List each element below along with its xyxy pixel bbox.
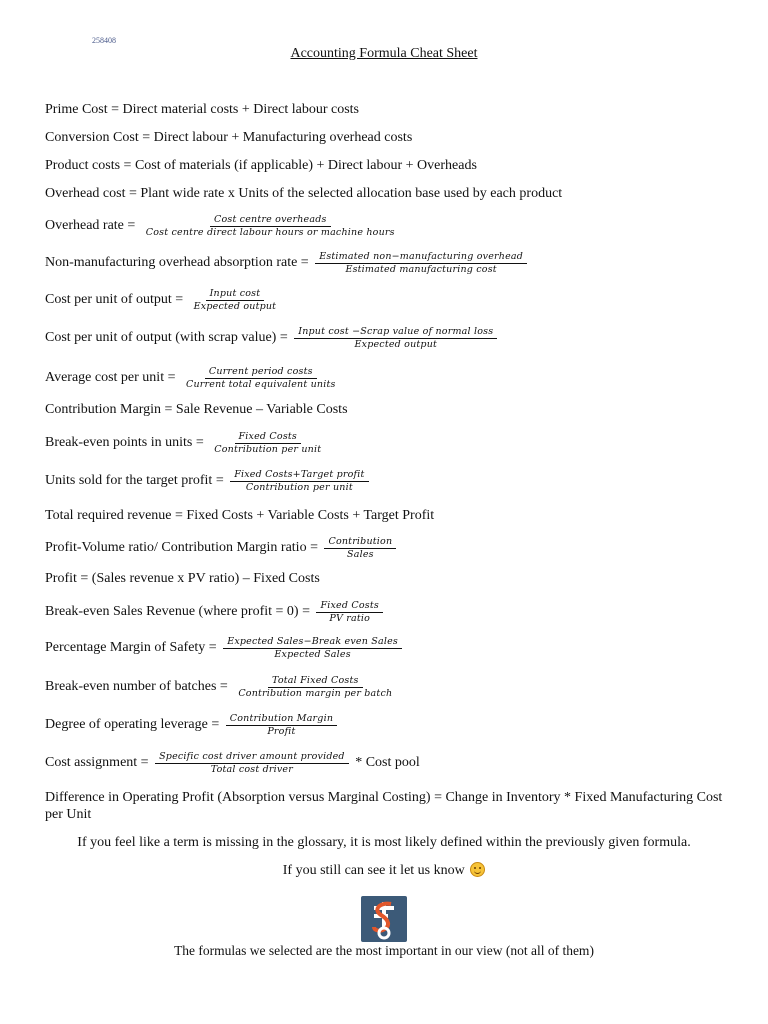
glossary-note: If you feel like a term is missing in the glossary, it is most likely defined within the previously given formula. [77, 835, 691, 850]
formula-line [45, 395, 348, 425]
formula-label: Non-manufacturing overhead absorption rate = [45, 255, 313, 270]
fraction-denominator: PV ratio [329, 612, 371, 624]
formula-label: Cost per unit of output (with scrap value) = [45, 330, 292, 345]
fraction [230, 469, 368, 494]
formula-line [45, 95, 359, 125]
formula-label: Average cost per unit = [45, 370, 179, 385]
formula-line [45, 597, 386, 627]
fraction-denominator: Sales [347, 548, 374, 560]
fraction-numerator: Fixed Costs [316, 600, 382, 613]
fraction-denominator: Profit [267, 725, 296, 737]
fraction [324, 536, 396, 561]
formula-label: Contribution Margin = Sale Revenue – Variable Costs [45, 402, 348, 417]
brand-logo-icon [361, 896, 407, 942]
formula-label: Profit-Volume ratio/ Contribution Margin ratio = [45, 540, 322, 555]
formula-line [45, 533, 399, 563]
fraction [234, 675, 396, 700]
fraction-numerator: Input cost −Scrap value of normal loss [294, 326, 497, 339]
fraction [190, 288, 281, 313]
page-title: Accounting Formula Cheat Sheet [290, 46, 478, 61]
formula-label: Cost per unit of output = [45, 292, 187, 307]
formula-label: Degree of operating leverage = [45, 717, 223, 732]
formula-line [45, 501, 434, 531]
formula-line [45, 564, 320, 594]
fraction [142, 214, 399, 239]
fraction-numerator: Input cost [206, 288, 265, 301]
formula-line [45, 672, 399, 702]
formula-line [45, 211, 402, 241]
fraction [182, 366, 340, 391]
fraction-numerator: Estimated non−manufacturing overhead [315, 251, 527, 264]
formula-label: Break-even number of batches = [45, 679, 232, 694]
fraction [210, 431, 325, 456]
fraction-denominator: Contribution per unit [214, 443, 322, 455]
difference-formula: Difference in Operating Profit (Absorption versus Marginal Costing) = Change in Inventory * Fixed Manufacturing Cost per Unit [45, 790, 723, 822]
fraction [315, 251, 527, 276]
fraction-numerator: Cost centre overheads [210, 214, 331, 227]
fraction-numerator: Expected Sales−Break even Sales [223, 636, 402, 649]
formula-label: Conversion Cost = Direct labour + Manufacturing overhead costs [45, 130, 413, 145]
fraction-numerator: Specific cost driver amount provided [155, 751, 349, 764]
formula-line [45, 748, 420, 778]
formula-line [45, 428, 328, 458]
formula-label: Product costs = Cost of materials (if applicable) + Direct labour + Overheads [45, 158, 477, 173]
formula-suffix: * Cost pool [351, 755, 420, 770]
fraction-denominator: Current total equivalent units [185, 378, 336, 390]
contact-note: If you still can see it let us know [282, 863, 465, 878]
fraction-denominator: Contribution per unit [245, 481, 353, 493]
formula-label: Profit = (Sales revenue x PV ratio) – Fixed Costs [45, 571, 320, 586]
fraction-numerator: Contribution [324, 536, 396, 549]
smiling-face-icon [470, 862, 485, 877]
fraction [226, 713, 337, 738]
fraction-denominator: Expected output [193, 300, 277, 312]
fraction-denominator: Total cost driver [210, 763, 293, 775]
fraction [294, 326, 497, 351]
formula-label: Overhead rate = [45, 218, 139, 233]
formula-line [45, 323, 500, 353]
formula-line [45, 633, 405, 663]
formula-label: Prime Cost = Direct material costs + Direct labour costs [45, 102, 359, 117]
formula-label: Total required revenue = Fixed Costs + Variable Costs + Target Profit [45, 508, 435, 523]
fraction-numerator: Contribution Margin [226, 713, 337, 726]
fraction-denominator: Expected output [354, 338, 438, 350]
formula-label: Cost assignment = [45, 755, 153, 770]
formula-line [45, 179, 562, 209]
formula-label: Units sold for the target profit = [45, 473, 228, 488]
contact-note-line [0, 862, 768, 879]
formula-label: Break-even Sales Revenue (where profit = 0) = [45, 604, 314, 619]
fraction-denominator: Expected Sales [274, 648, 351, 660]
formula-label: Break-even points in units = [45, 435, 208, 450]
fraction-numerator: Fixed Costs [235, 431, 301, 444]
fraction [316, 600, 382, 625]
fraction-denominator: Contribution margin per batch [238, 687, 393, 699]
fraction-numerator: Current period costs [205, 366, 317, 379]
formula-line [45, 123, 412, 153]
formula-line [45, 285, 283, 315]
formula-line [45, 151, 477, 181]
footer-note: The formulas we selected are the most important in our view (not all of them) [174, 943, 594, 958]
document-id: 258408 [92, 36, 116, 45]
fraction [223, 636, 402, 661]
fraction-numerator: Total Fixed Costs [268, 675, 363, 688]
fraction-numerator: Fixed Costs+Target profit [230, 469, 368, 482]
fraction [155, 751, 349, 776]
formula-line [45, 710, 340, 740]
formula-label: Overhead cost = Plant wide rate x Units of the selected allocation base used by each product [45, 186, 563, 201]
formula-line [45, 248, 530, 278]
fraction-denominator: Cost centre direct labour hours or machine hours [145, 226, 395, 238]
fraction-denominator: Estimated manufacturing cost [345, 263, 497, 275]
formula-label: Percentage Margin of Safety = [45, 640, 221, 655]
formula-line [45, 466, 372, 496]
formula-line [45, 363, 343, 393]
